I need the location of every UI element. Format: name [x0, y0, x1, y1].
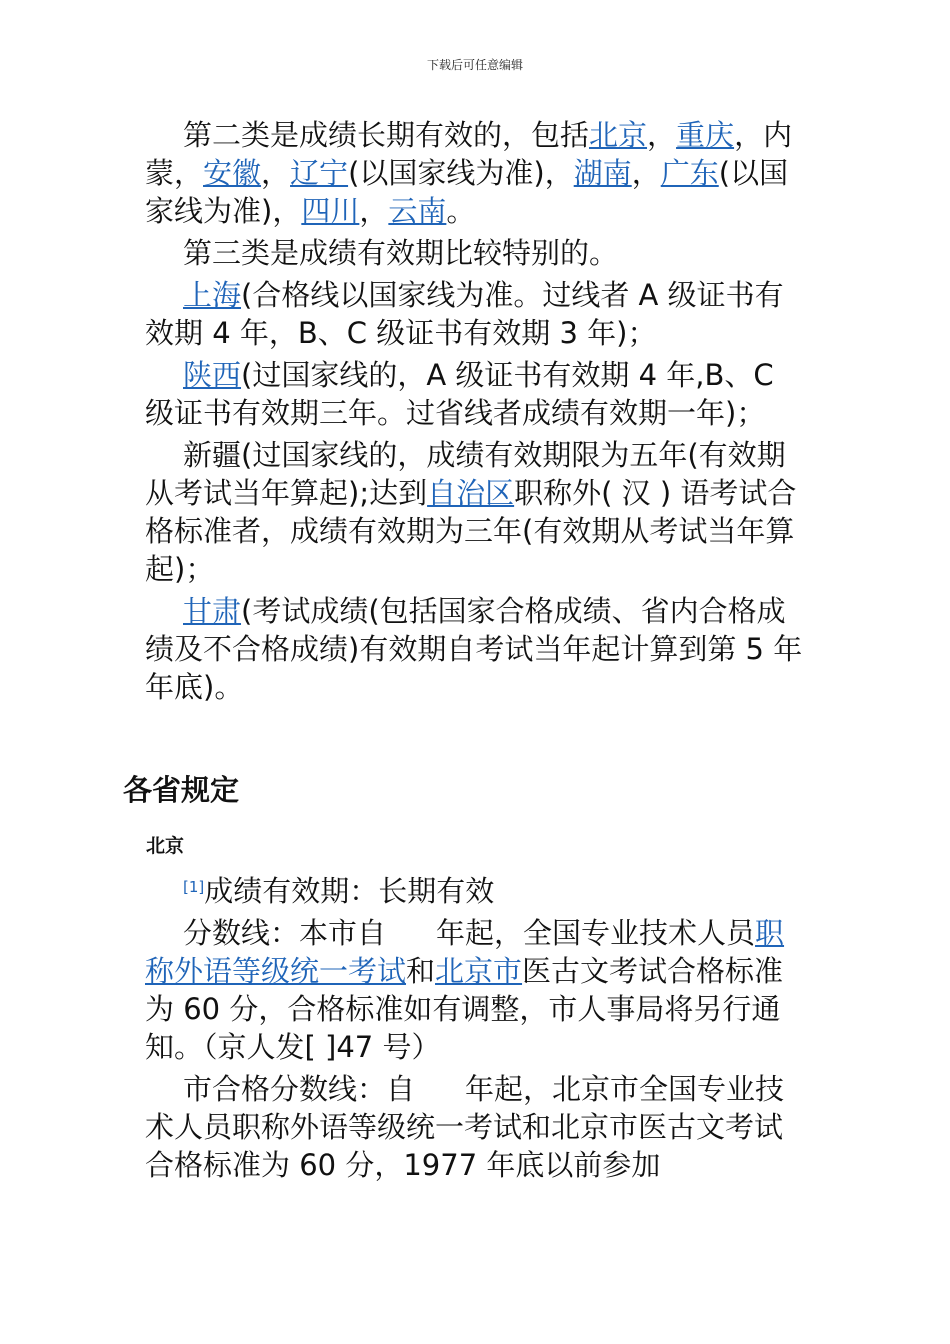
text: ，内蒙， [145, 118, 793, 190]
text: ， [359, 194, 389, 228]
reference-link[interactable]: [1] [183, 878, 205, 896]
link-autonomous-region[interactable]: 自治区 [427, 476, 515, 510]
text: 职称外( 汉 ) 语考试合格标准者，成绩有效期为三年(有效期从考试当年算起)； [145, 476, 797, 586]
text: 和 [406, 954, 436, 988]
page-header-note: 下载后可任意编辑 [426, 58, 523, 72]
text: (合格线以国家线为准。过线者 A 级证书有效期 4 年，B、C 级证书有效期 3 年)； [145, 278, 784, 350]
paragraph-city-score-line [145, 1070, 805, 1184]
text: 医古文考试合格标准为 60 分，合格标准如有调整，市人事局将另行通知。（京人发[ ]47 号） [145, 954, 784, 1064]
text: 。 [446, 194, 476, 228]
paragraph-score-line [145, 914, 805, 1066]
subsection-heading: 北京 [146, 835, 185, 857]
text: 年起，全国专业技术人员 [436, 916, 756, 950]
section-heading: 各省规定 [123, 773, 240, 807]
link-sichuan[interactable]: 四川 [301, 194, 360, 228]
link-anhui[interactable]: 安徽 [203, 156, 262, 190]
text: 成绩有效期：长期有效 [204, 874, 495, 908]
paragraph-category-three: 第三类是成绩有效期比较特别的。 [183, 236, 619, 270]
text: 分数线：本市自 [183, 916, 387, 950]
link-hunan[interactable]: 湖南 [573, 156, 632, 190]
link-liaoning[interactable]: 辽宁 [290, 156, 349, 190]
paragraph-shanghai [145, 276, 805, 352]
link-shaanxi[interactable]: 陕西 [183, 358, 242, 392]
paragraph-shaanxi [145, 356, 805, 432]
link-beijing-city[interactable]: 北京市 [435, 954, 523, 988]
paragraph-xinjiang [145, 436, 805, 588]
link-chongqing[interactable]: 重庆 [676, 118, 735, 152]
text: ， [631, 156, 661, 190]
link-guangdong[interactable]: 广东 [660, 156, 719, 190]
paragraph-category-two [145, 116, 805, 230]
link-shanghai[interactable]: 上海 [183, 278, 242, 312]
paragraph-gansu [145, 592, 805, 706]
text: 新疆(过国家线的，成绩有效期限为五年(有效期从考试当年算起);达到 [145, 438, 786, 510]
paragraph-validity [145, 872, 805, 910]
link-gansu[interactable]: 甘肃 [183, 594, 242, 628]
link-foreign-language-exam[interactable]: 职称外语等级统一考试 [145, 916, 785, 988]
text: ， [261, 156, 291, 190]
text: (考试成绩(包括国家合格成绩、省内合格成绩及不合格成绩)有效期自考试当年起计算到第 5 年年底)。 [145, 594, 803, 704]
text: 年起，北京市全国专业技术人员职称外语等级统一考试和北京市医古文考试合格标准为 60 分，1977 年底以前参加 [145, 1072, 785, 1182]
text: (以国家线为准)， [145, 156, 789, 228]
text: (过国家线的，A 级证书有效期 4 年,B、C 级证书有效期三年。过省线者成绩有效期一年)； [145, 358, 774, 430]
document-body [145, 116, 805, 710]
text: (以国家线为准)， [348, 156, 574, 190]
text: 市合格分数线：自 [183, 1072, 416, 1106]
beijing-section-body [145, 872, 805, 1188]
link-beijing[interactable]: 北京 [589, 118, 648, 152]
text: ， [647, 118, 677, 152]
link-yunnan[interactable]: 云南 [388, 194, 447, 228]
text: 第二类是成绩长期有效的，包括 [183, 118, 590, 152]
